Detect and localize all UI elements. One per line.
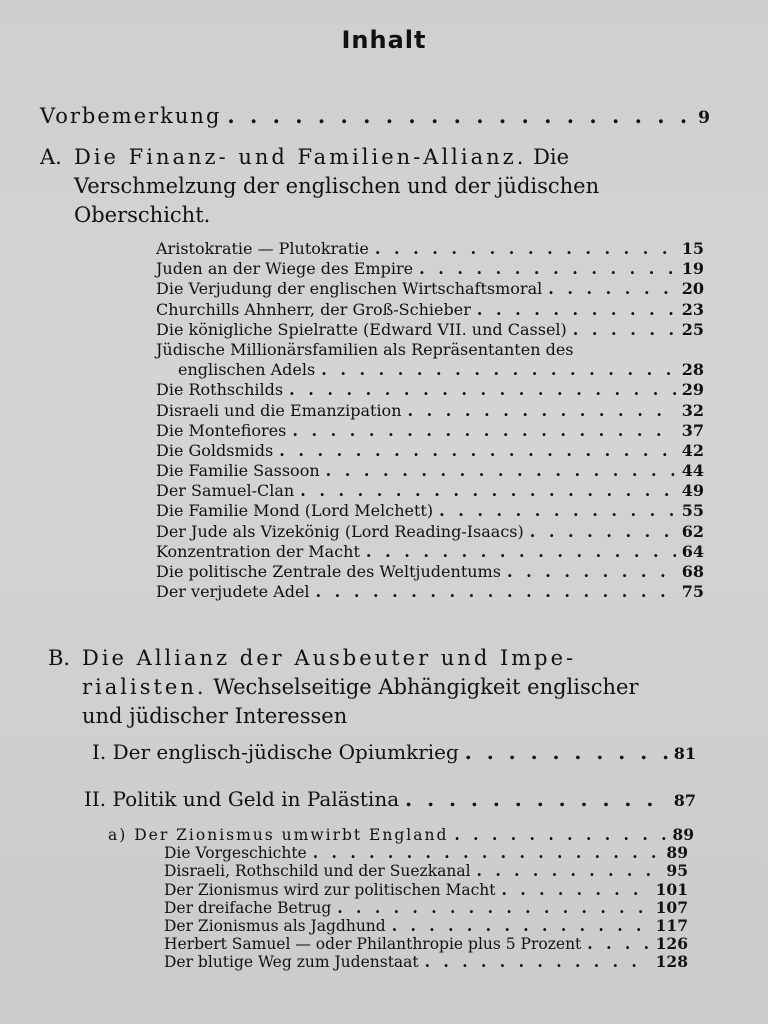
leader-dots (321, 360, 676, 380)
entry-label: Aristokratie — Plutokratie (156, 239, 369, 258)
entry-page: 68 (681, 562, 704, 581)
entry-page: 37 (681, 420, 704, 440)
entry-label: Die Verjudung der englischen Wirtschaftsmoral (156, 279, 543, 299)
section-subtitle-line: Verschmelzung der englischen und der jüdischen (74, 174, 600, 198)
toc-entry[interactable] (164, 917, 688, 935)
leader-dots (573, 320, 676, 340)
toc-entry[interactable] (156, 481, 704, 501)
entry-label: Die Familie Mond (Lord Melchett) (156, 501, 434, 521)
leader-dots (227, 103, 692, 128)
toc-entry[interactable] (156, 401, 704, 421)
entry-label: Jüdische Millionärsfamilien als Repräsentanten des (156, 339, 574, 359)
leader-dots (439, 501, 676, 521)
entry-page: 23 (681, 299, 704, 319)
toc-entry[interactable] (164, 953, 688, 971)
leader-dots (375, 239, 676, 259)
entry-label: Der Samuel-Clan (156, 481, 295, 501)
entry-page: 128 (655, 952, 688, 972)
leader-dots (454, 826, 666, 844)
entry-page: 95 (666, 861, 688, 881)
section-a-list (0, 239, 768, 602)
entry-page: 55 (681, 501, 704, 521)
section-title-cont: rialisten. (82, 675, 207, 699)
toc-entry[interactable] (156, 380, 704, 400)
entry-page: 15 (681, 239, 704, 258)
leader-dots (408, 401, 676, 421)
entry-page: 42 (681, 440, 704, 460)
leader-dots (366, 542, 676, 562)
toc-entry[interactable] (156, 501, 704, 521)
entry-page: 32 (681, 400, 704, 420)
entry-label: Der Jude als Vizekönig (Lord Reading-Isaacs) (156, 521, 524, 541)
entry-page: 49 (681, 481, 704, 501)
leader-dots (425, 953, 650, 971)
toc-entry[interactable] (156, 421, 704, 441)
entry-label: Die königliche Spielratte (Edward VII. und Cassel) (156, 319, 567, 339)
entry-page: 19 (681, 259, 704, 279)
entry-label: Die Goldsmids (156, 440, 274, 460)
entry-page: 44 (681, 461, 704, 481)
leader-dots (326, 461, 676, 481)
entry-label: Die Montefiores (156, 420, 287, 440)
section-a-heading (40, 143, 670, 230)
entry-page: 101 (655, 879, 688, 899)
toc-entry-sub1[interactable] (92, 740, 696, 764)
leader-dots (477, 300, 676, 320)
section-subtitle-line: und jüdischer Interessen (82, 704, 348, 728)
toc-entry[interactable] (156, 340, 704, 360)
toc-entry-vorbemerkung[interactable] (40, 103, 710, 128)
entry-label: Die Familie Sassoon (156, 461, 320, 481)
toc-entry[interactable] (156, 239, 704, 259)
entry-page: 89 (672, 825, 694, 844)
leader-dots (477, 862, 661, 880)
entry-label: Disraeli, Rothschild und der Suezkanal (164, 862, 471, 881)
section-title: Die Allianz der Ausbeuter und Impe- (82, 646, 577, 670)
toc-entry[interactable] (108, 826, 694, 844)
entry-label: a) Der Zionismus umwirbt England (108, 826, 449, 844)
entry-label: Disraeli und die Emanzipation (156, 400, 402, 420)
leader-dots (465, 740, 668, 764)
toc-entry[interactable] (164, 881, 688, 899)
toc-entry[interactable] (156, 320, 704, 340)
leader-dots (507, 562, 676, 582)
toc-entry[interactable] (156, 300, 704, 320)
toc-entry[interactable] (156, 562, 704, 582)
section-b-heading (48, 644, 668, 731)
entry-label: Die politische Zentrale des Weltjudentums (156, 562, 501, 581)
toc-entry[interactable] (164, 844, 688, 862)
entry-page: 117 (655, 915, 688, 935)
entry-label: Vorbemerkung (40, 104, 222, 128)
leader-dots (300, 481, 676, 501)
toc-entry-sub2[interactable] (84, 787, 696, 811)
entry-page: 29 (681, 380, 704, 400)
toc-entry[interactable] (164, 935, 688, 953)
leader-dots (289, 380, 676, 400)
entry-page: 62 (681, 521, 704, 541)
leader-dots (279, 441, 676, 461)
entry-page: 9 (698, 108, 710, 128)
entry-page: 107 (655, 897, 688, 917)
toc-entry[interactable] (156, 259, 704, 279)
entry-page: 81 (673, 744, 696, 763)
entry-label: Herbert Samuel — oder Philanthropie plus 5 Prozent (164, 935, 582, 954)
entry-label: englischen Adels (178, 360, 316, 380)
entry-page: 89 (666, 843, 688, 863)
entry-label: Die Rothschilds (156, 380, 284, 400)
section-title: Die Finanz- und Familien-Allianz. (74, 145, 527, 169)
entry-page: 28 (681, 360, 704, 380)
entry-label: Die Vorgeschichte (164, 844, 307, 863)
leader-dots (419, 259, 676, 279)
toc-entry[interactable] (164, 862, 688, 880)
entry-label: Konzentration der Macht (156, 541, 360, 561)
toc-entry[interactable] (156, 522, 704, 542)
leader-dots (337, 899, 649, 917)
section-subtitle-part: Wechselseitige Abhängigkeit englischer (213, 675, 639, 699)
toc-entry[interactable] (156, 582, 704, 602)
entry-label: Der Zionismus als Jagdhund (164, 916, 386, 935)
leader-dots (316, 582, 676, 602)
entry-page: 87 (673, 791, 696, 810)
entry-page: 25 (681, 319, 704, 339)
entry-label: Der Zionismus wird zur politischen Macht (164, 880, 496, 899)
entry-page: 75 (681, 582, 704, 602)
entry-label: Der dreifache Betrug (164, 898, 332, 917)
section-subtitle-line: Oberschicht. (74, 203, 211, 227)
entry-label: II. Politik und Geld in Palästina (84, 787, 400, 811)
entry-page: 126 (655, 934, 688, 954)
toc-entry[interactable] (156, 461, 704, 481)
entry-page: 20 (681, 279, 704, 299)
leader-dots (530, 522, 676, 542)
entry-label: Juden an der Wiege des Empire (156, 259, 414, 279)
leader-dots (313, 844, 661, 862)
toc-entry[interactable] (156, 441, 704, 461)
section-b-list (0, 826, 768, 972)
page-title: Inhalt (341, 26, 427, 54)
leader-dots (405, 787, 668, 811)
toc-entry[interactable] (156, 279, 704, 299)
leader-dots (548, 279, 676, 299)
entry-label: I. Der englisch-jüdische Opiumkrieg (92, 740, 459, 764)
entry-label: Der blutige Weg zum Judenstaat (164, 953, 419, 972)
leader-dots (292, 421, 675, 441)
section-subtitle-part: Die (533, 145, 570, 169)
leader-dots (392, 917, 650, 935)
entry-label: Churchills Ahnherr, der Groß-Schieber (156, 299, 471, 319)
toc-entry[interactable] (156, 360, 704, 380)
entry-label: Der verjudete Adel (156, 582, 310, 602)
leader-dots (501, 881, 649, 899)
toc-entry[interactable] (164, 899, 688, 917)
toc-entry[interactable] (156, 542, 704, 562)
section-letter: B. (48, 646, 71, 670)
entry-page: 64 (681, 541, 704, 561)
leader-dots (587, 935, 649, 953)
section-letter: A. (40, 145, 62, 169)
